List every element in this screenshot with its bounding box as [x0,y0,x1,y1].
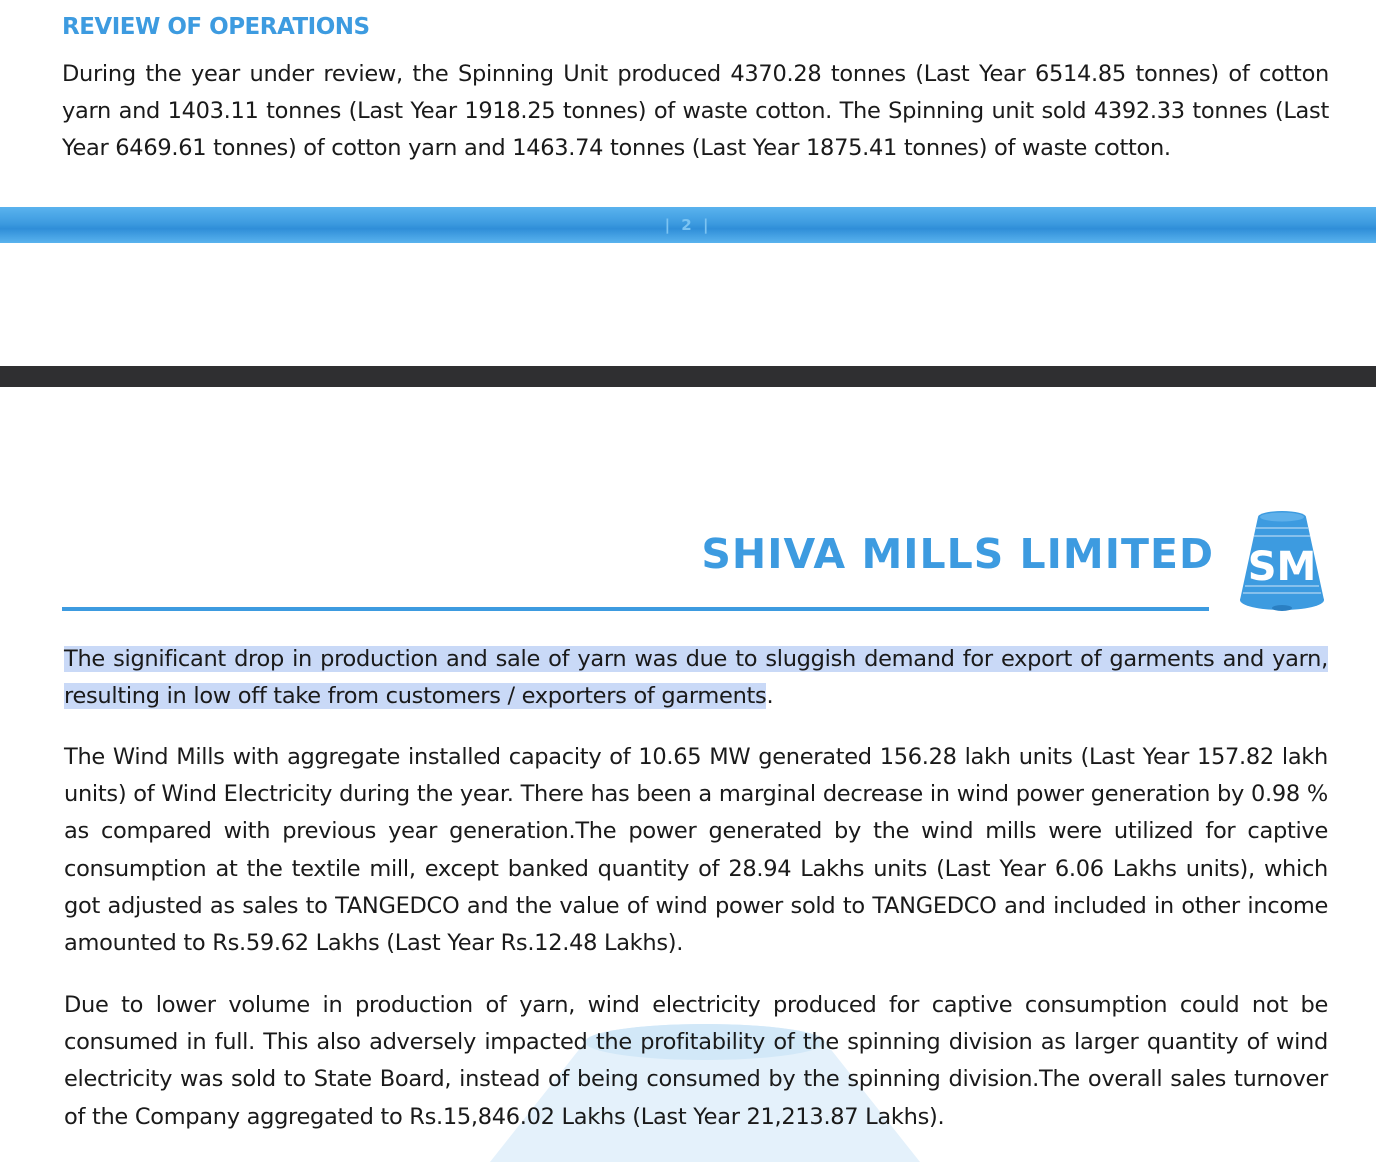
selected-text-highlight[interactable]: The significant drop in production and sale of yarn was due to sluggish demand for export of garments and yarn, resulting in low off take from customers / exporters of garments [64,646,1328,710]
previous-page [0,0,1376,365]
svg-text:SM: SM [1247,544,1317,590]
paragraph-end: . [766,683,774,710]
company-logo [1234,508,1330,618]
header-rule [62,607,1209,611]
production-drop-paragraph [64,641,1328,715]
company-name: SHIVA MILLS LIMITED [701,530,1214,578]
page-break-divider [0,366,1376,387]
section-heading: REVIEW OF OPERATIONS [62,14,370,40]
operations-paragraph: During the year under review, the Spinning Unit produced 4370.28 tonnes (Last Year 6514.85 tonnes) of cotton yarn and 1403.11 tonnes (Last Year 1918.25 tonnes) of waste cotton. The Spinning unit sold 4392.33 tonnes (Last Year 6469.61 tonnes) of cotton yarn and 1463.74 tonnes (Last Year 1875.41 tonnes) of waste cotton. [62,61,1329,162]
page-number: | 2 | [664,216,712,234]
sales-turnover-paragraph: Due to lower volume in production of yarn, wind electricity produced for captive consumption could not be consumed in full. This also adversely impacted the profitability of the spinning division as larger quantity of wind electricity was sold to State Board, instead of being consumed by the spinning division.The overall sales turnover of the Company aggregated to Rs.15,846.02 Lakhs (Last Year 21,213.87 Lakhs). [64,992,1328,1130]
wind-mills-paragraph: The Wind Mills with aggregate installed capacity of 10.65 MW generated 156.28 lakh units (Last Year 157.82 lakh units) of Wind Electricity during the year. There has been a marginal decrease in wind power generation by 0.98 % as compared with previous year generation.The power generated by the wind mills were utilized for captive consumption at the textile mill, except banked quantity of 28.94 Lakhs units (Last Year 6.06 Lakhs units), which got adjusted as sales to TANGEDCO and the value of wind power sold to TANGEDCO and included in other income amounted to Rs.59.62 Lakhs (Last Year Rs.12.48 Lakhs). [64,744,1328,957]
